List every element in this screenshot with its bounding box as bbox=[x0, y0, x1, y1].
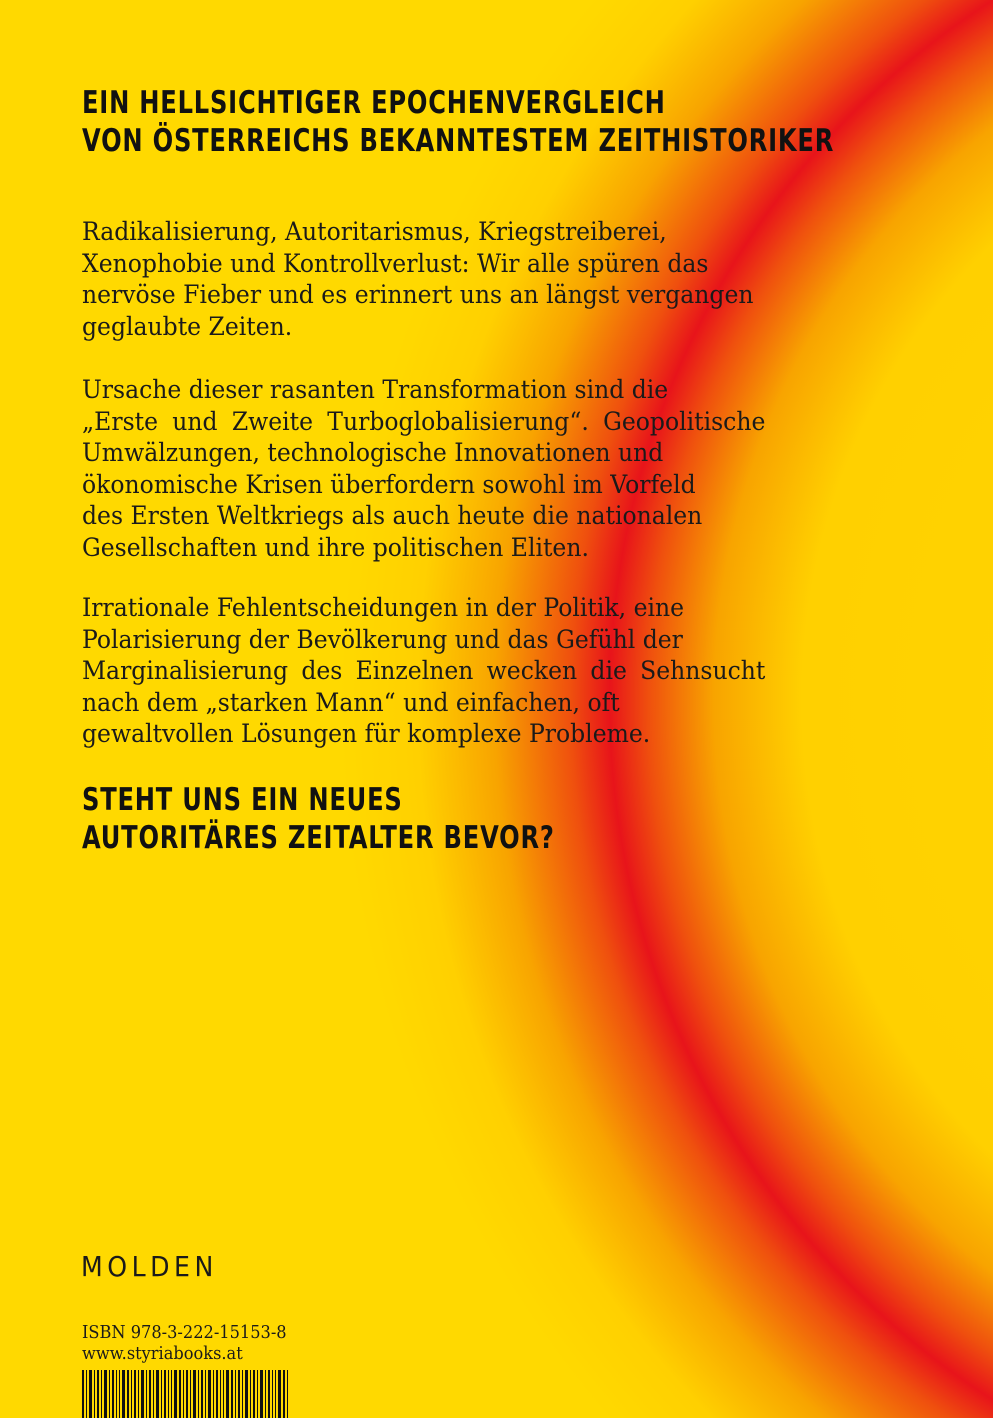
paragraph-3-line-2: Polarisierung der Bevölkerung und das Gefühl der bbox=[82, 624, 683, 654]
headline-bottom-line-1: STEHT UNS EIN NEUES bbox=[82, 782, 403, 818]
paragraph-1-line-2: Xenophobie und Kontrollverlust: Wir alle spüren das bbox=[82, 248, 709, 278]
paragraph-2-line-5: des Ersten Weltkriegs als auch heute die nationalen bbox=[82, 501, 703, 530]
publisher-website: www.styriabooks.at bbox=[82, 1343, 243, 1364]
headline-top-line-1: EIN HELLSICHTIGER EPOCHENVERGLEICH bbox=[82, 85, 666, 121]
paragraph-1 bbox=[82, 216, 765, 342]
headline-top bbox=[82, 84, 834, 160]
headline-top-line-2: VON ÖSTERREICHS BEKANNTESTEM ZEITHISTORIKER bbox=[82, 123, 835, 159]
isbn-number: ISBN 978-3-222-15153-8 bbox=[82, 1322, 287, 1343]
paragraph-3-line-3: Marginalisierung des Einzelnen wecken die Sehnsucht bbox=[82, 656, 766, 685]
paragraph-3-line-5: gewaltvollen Lösungen für komplexe Probleme. bbox=[82, 719, 651, 748]
paragraph-2-line-6: Gesellschaften und ihre politischen Eliten. bbox=[82, 532, 589, 562]
paragraph-2-line-3: Umwälzungen, technologische Innovationen und bbox=[82, 438, 664, 467]
paragraph-1-line-1: Radikalisierung, Autoritarismus, Kriegstreiberei, bbox=[82, 217, 667, 246]
paragraph-3 bbox=[82, 592, 765, 750]
paragraph-3-line-1: Irrationale Fehlentscheidungen in der Politik, eine bbox=[82, 593, 685, 622]
paragraph-1-line-3: nervöse Fieber und es erinnert uns an längst vergangen bbox=[82, 280, 754, 309]
headline-bottom bbox=[82, 781, 555, 857]
paragraph-2 bbox=[82, 374, 765, 563]
barcode-icon bbox=[82, 1370, 292, 1418]
paragraph-2-line-4: ökonomische Krisen überfordern sowohl im Vorfeld bbox=[82, 469, 696, 499]
paragraph-2-line-1: Ursache dieser rasanten Transformation sind die bbox=[82, 375, 669, 404]
paragraph-3-line-4: nach dem „starken Mann“ und einfachen, oft bbox=[82, 687, 620, 717]
paragraph-1-line-4: geglaubte Zeiten. bbox=[82, 311, 293, 341]
paragraph-2-line-2: „Erste und Zweite Turboglobalisierung“. Geopolitische bbox=[82, 406, 766, 436]
publisher-logo: MOLDEN bbox=[81, 1250, 218, 1283]
headline-bottom-line-2: AUTORITÄRES ZEITALTER BEVOR? bbox=[82, 820, 555, 856]
